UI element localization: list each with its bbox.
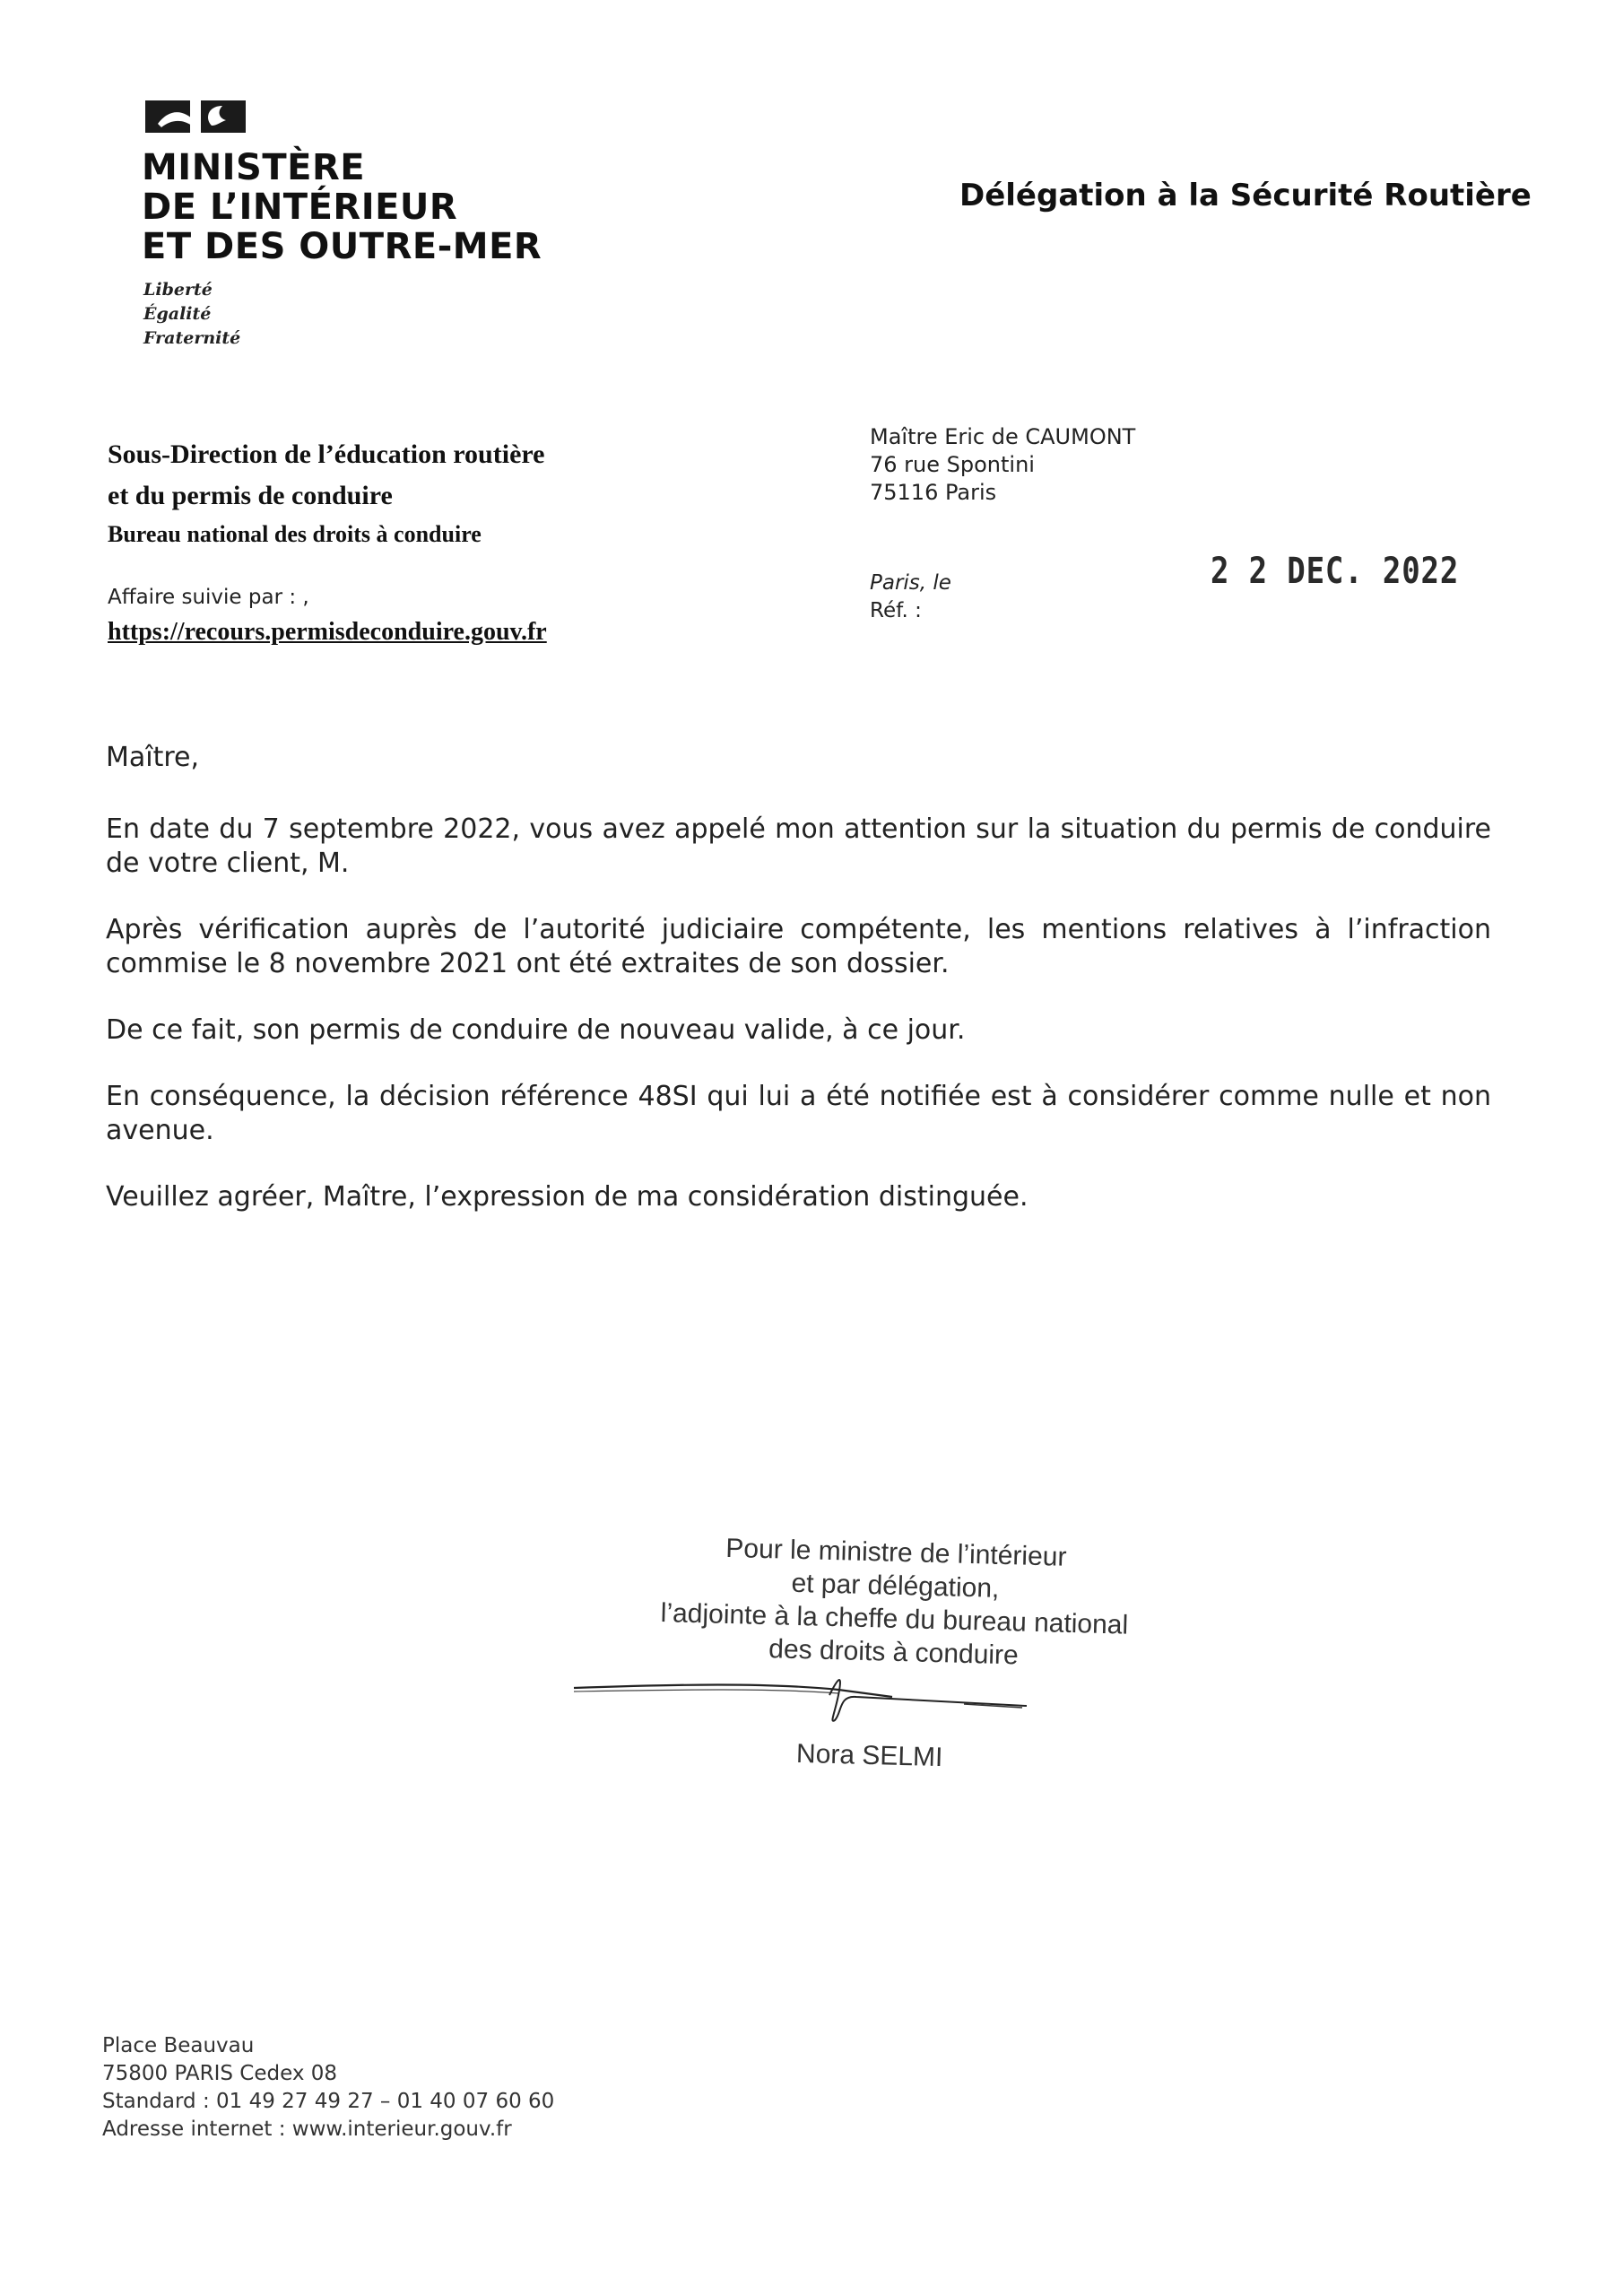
reference-label: Réf. : — [870, 599, 922, 622]
service-block — [108, 434, 544, 552]
footer-line: Place Beauvau — [102, 2034, 255, 2057]
handwritten-signature-icon — [569, 1668, 1036, 1731]
footer-line: 75800 PARIS Cedex 08 — [102, 2062, 338, 2085]
closing-formula: Veuillez agréer, Maître, l’expression de ma considération distinguée. — [106, 1181, 1028, 1213]
signature-line: des droits à conduire — [768, 1634, 1020, 1671]
paragraph-1: En date du 7 septembre 2022, vous avez appelé mon attention sur la situation du permis de conduire de votre client, M. — [106, 813, 1491, 879]
footer-website: Adresse internet : www.interieur.gouv.fr — [102, 2118, 512, 2141]
footer-phone: Standard : 01 49 27 49 27 – 01 40 07 60 60 — [102, 2090, 555, 2113]
ministry-name — [142, 148, 680, 266]
ministry-logo-icon — [145, 99, 246, 135]
paragraph-2: Après vérification auprès de l’autorité judiciaire compétente, les mentions relatives à l’infraction commise le 8 novembre 2021 ont été extraites de son dossier. — [106, 914, 1491, 979]
sub-direction-line: et du permis de conduire — [108, 481, 393, 510]
recours-link[interactable]: https://recours.permisdeconduire.gouv.fr — [108, 618, 547, 646]
footer-address — [102, 2032, 554, 2144]
ministry-name-line: ET DES OUTRE-MER — [142, 226, 542, 267]
date-stamp: 2 2 DEC. 2022 — [1211, 551, 1460, 592]
delegation-title: Délégation à la Sécurité Routière — [959, 178, 1532, 213]
letter-body — [106, 741, 1491, 1247]
ministry-name-line: DE L’INTÉRIEUR — [142, 187, 458, 228]
republic-motto — [143, 278, 240, 351]
signatory-name: Nora SELMI — [795, 1738, 943, 1773]
paragraph-4: En conséquence, la décision référence 48SI qui lui a été notifiée est à considérer comme nulle et non avenue. — [106, 1081, 1491, 1146]
signature-line: Pour le ministre de l’intérieur — [725, 1533, 1067, 1572]
place-date-label: Paris, le — [870, 571, 951, 595]
signature-line: l’adjointe à la cheffe du bureau national — [660, 1598, 1129, 1640]
motto-fraternite: Fraternité — [143, 328, 241, 348]
recipient-name: Maître Eric de CAUMONT — [870, 424, 1136, 449]
recipient-street: 76 rue Spontini — [870, 452, 1035, 477]
signature-stamp — [624, 1529, 1166, 1676]
ministry-name-line: MINISTÈRE — [142, 147, 366, 188]
recipient-address — [870, 423, 1135, 507]
recipient-city: 75116 Paris — [870, 480, 997, 505]
sub-direction-line: Sous-Direction de l’éducation routière — [108, 439, 545, 469]
motto-egalite: Égalité — [143, 304, 212, 324]
paragraph-3: De ce fait, son permis de conduire de nouveau valide, à ce jour. — [106, 1014, 966, 1046]
bureau-name: Bureau national des droits à conduire — [108, 521, 482, 547]
signature-line: et par délégation, — [791, 1568, 1000, 1604]
motto-liberte: Liberté — [143, 280, 213, 300]
greeting: Maître, — [106, 742, 200, 773]
followed-by-label: Affaire suivie par : , — [108, 586, 309, 609]
